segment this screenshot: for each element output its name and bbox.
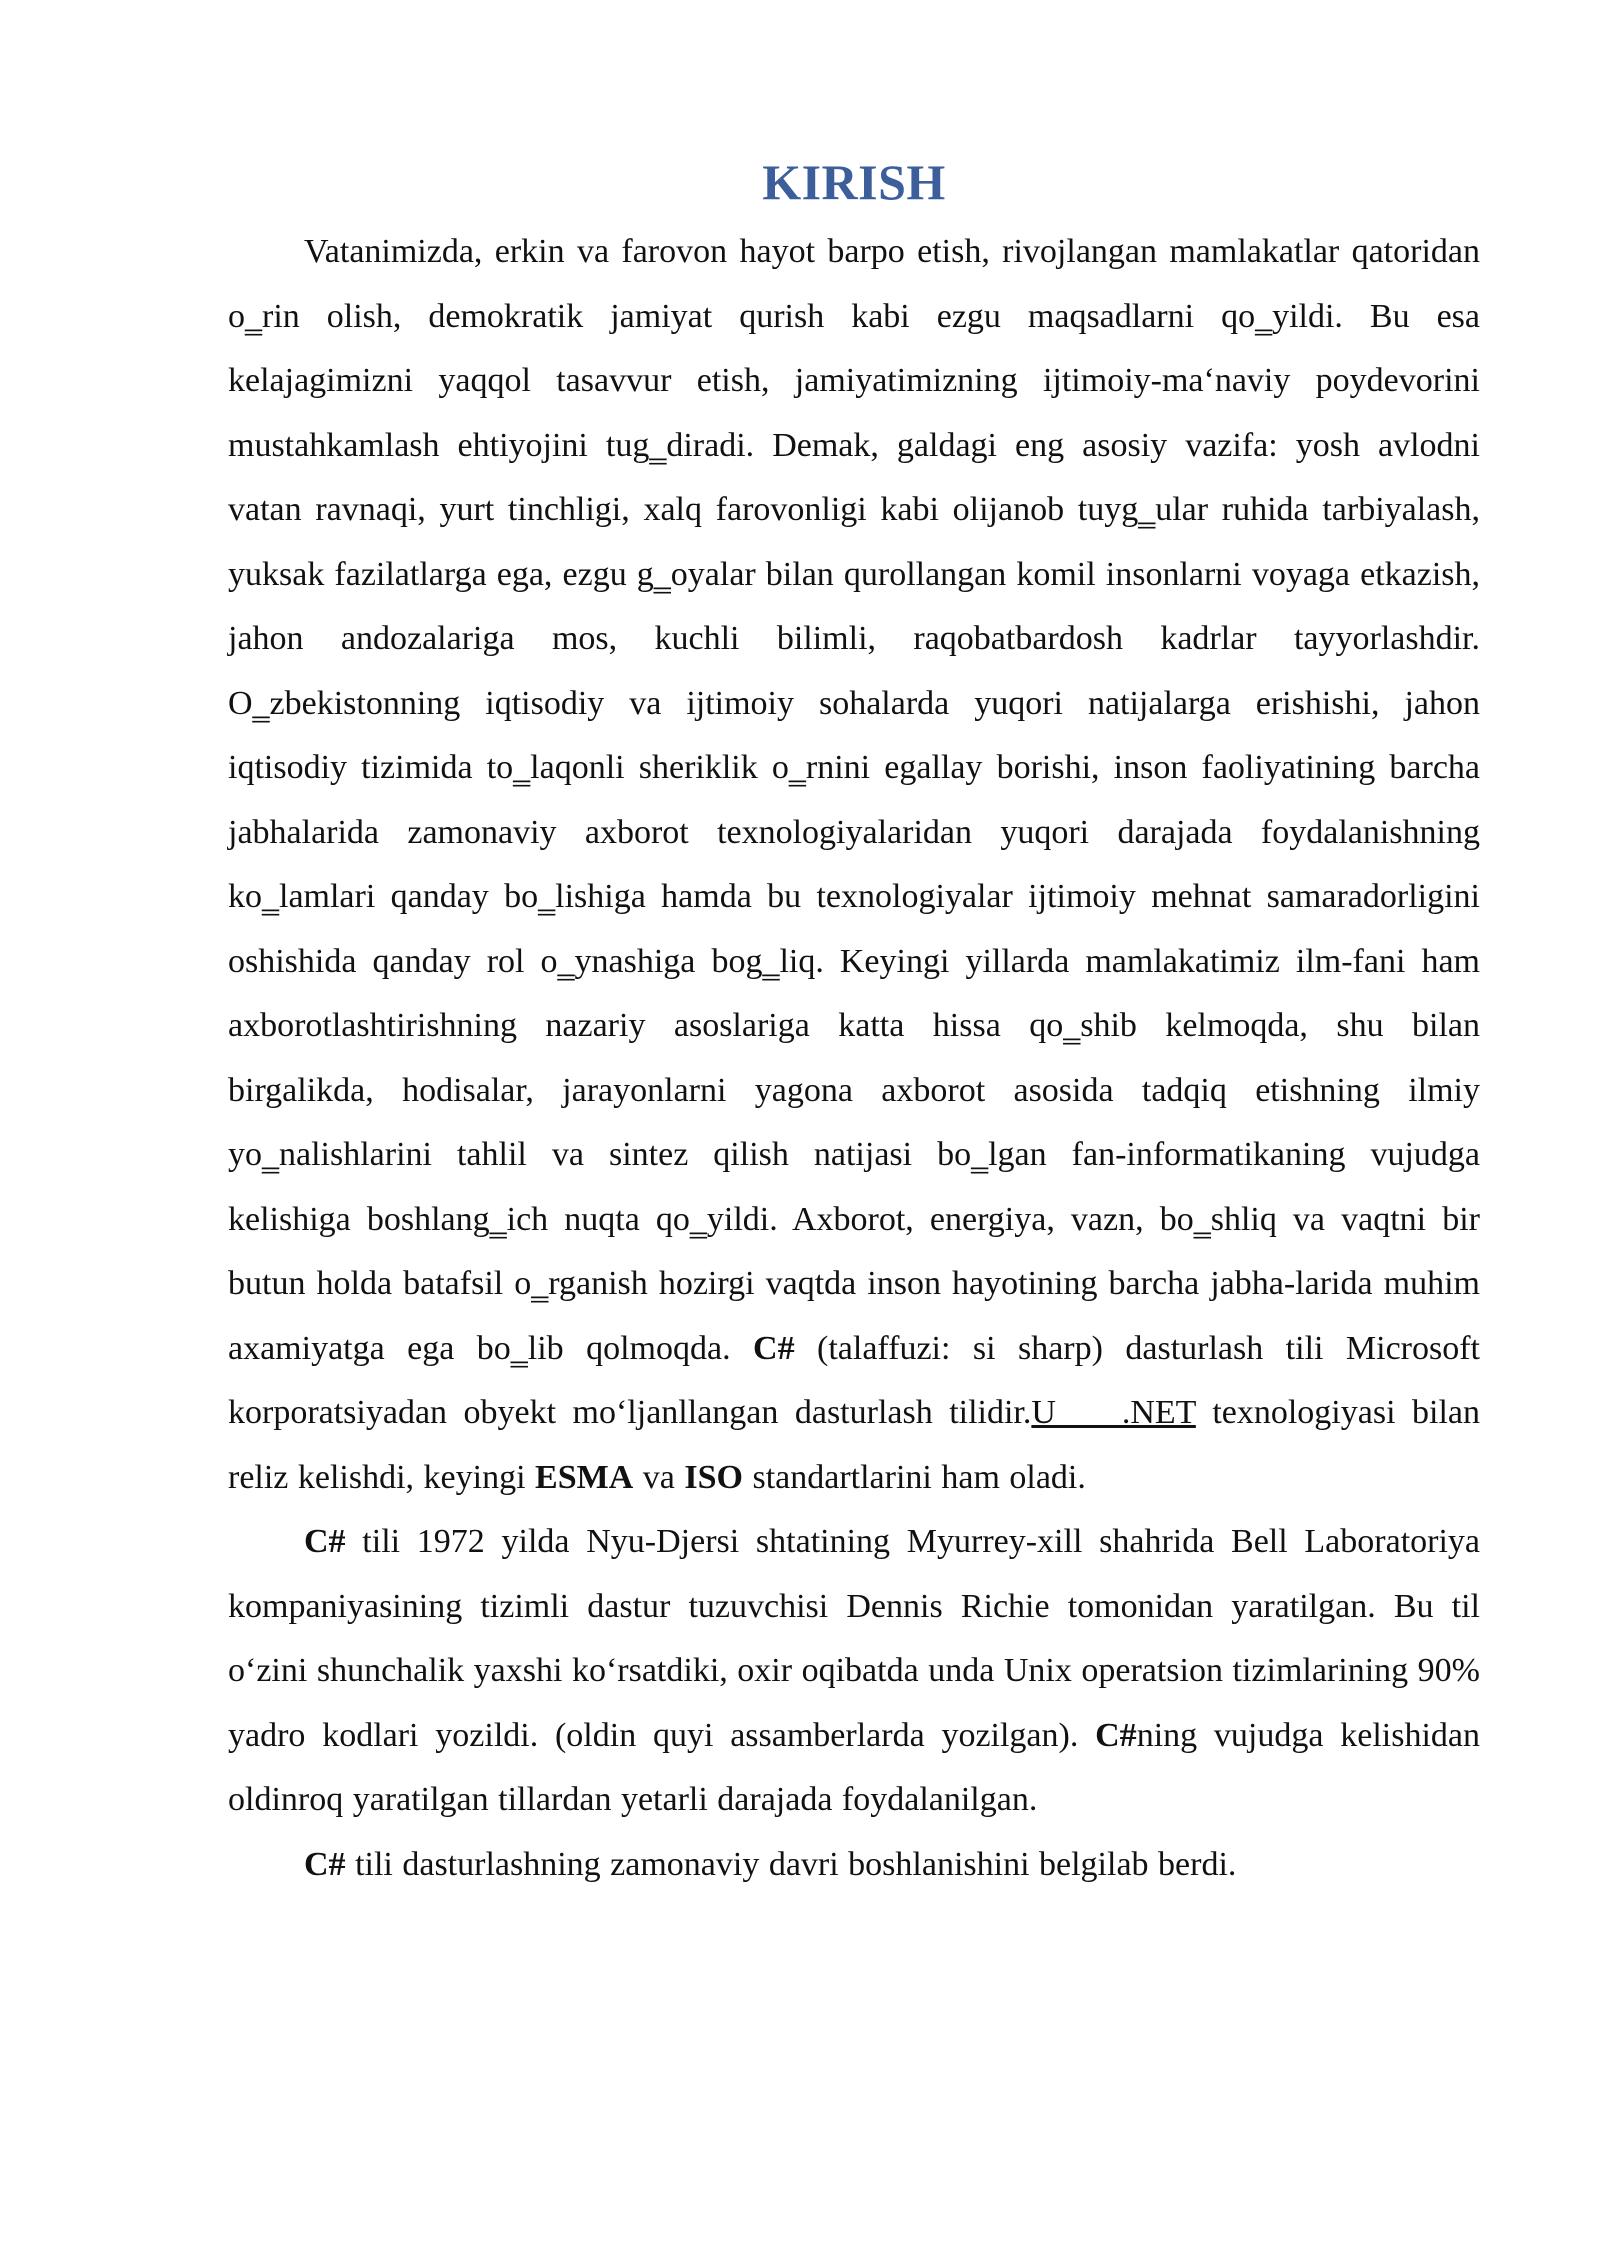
bold-term: C# bbox=[1095, 1716, 1137, 1754]
paragraph-text: ning vujudga kelishidan oldinroq yaratilgan tillardan yetarli darajada foydalanilgan. bbox=[228, 1716, 1480, 1818]
paragraph-text: (talaffuzi: si sharp) dasturlash tili Microsoft korporatsiyadan obyekt mo‘ljanllangan dasturlash tilidir. bbox=[228, 1329, 1480, 1431]
paragraph-text: Vatanimizda, erkin va farovon hayot barpo etish, rivojlangan mamlakatlar qatoridan o‗rin olish, demokratik jamiyat qurish kabi ezgu maqsadlarni qo‗yildi. Bu esa kelajagimizni yaqqol tasavvur etish, jamiyatimizning ijtimoiy-ma‘naviy poydevorini mustahkamlash ehtiyojini tug‗diradi. Demak, galdagi eng asosiy vazifa: yosh avlodni vatan ravnaqi, yurt tinchligi, xalq farovonligi kabi olijanob tuyg‗ular ruhida tarbiyalash, yuksak fazilatlarga ega, ezgu g‗oyalar bilan qurollangan komil insonlarni voyaga etkazish, jahon andozalariga mos, kuchli bilimli, raqobatbardosh kadrlar tayyorlashdir. O‗zbekistonning iqtisodiy va ijtimoiy sohalarda yuqori natijalarga erishishi, jahon iqtisodiy tizimida to‗laqonli sheriklik o‗rnini egallay borishi, inson faoliyatining barcha jabhalarida zamonaviy axborot texnologiyalaridan yuqori darajada foydalanishning ko‗lamlari qanday bo‗lishiga hamda bu texnologiyalar ijtimoiy mehnat samaradorligini oshishida qanday rol o‗ynashiga bog‗liq. Keyingi yillarda mamlakatimiz ilm-fani ham axborotlashtirishning nazariy asoslariga katta hissa qo‗shib kelmoqda, shu bilan birgalikda, hodisalar, jarayonlarni yagona axborot asosida tadqiq etishning ilmiy yo‗nalishlarini tahlil va sintez qilish natijasi bo‗lgan fan-informatikaning vujudga kelishiga boshlang‗ich nuqta qo‗yildi. Axborot, energiya, vazn, bo‗shliq va vaqtni bir butun holda batafsil o‗rganish hozirgi vaqtda inson hayotining barcha jabha-larida muhim axamiyatga ega bo‗lib qolmoqda. bbox=[228, 233, 1480, 1367]
paragraph-text: standartlarini ham oladi. bbox=[752, 1458, 1086, 1496]
bold-term: ISO bbox=[684, 1458, 743, 1496]
bold-term: C# bbox=[304, 1523, 346, 1560]
paragraph-text: va bbox=[642, 1458, 675, 1496]
document-page bbox=[228, 150, 1480, 1897]
paragraph-text: tili dasturlashning zamonaviy davri boshlanishini belgilab berdi. bbox=[355, 1845, 1237, 1883]
bold-term: ESMA bbox=[535, 1458, 634, 1496]
paragraph-conclusion bbox=[228, 1833, 1480, 1898]
paragraph-history bbox=[228, 1510, 1480, 1833]
paragraph-text: texnologiyasi bilan reliz kelishdi, keyingi bbox=[228, 1394, 1480, 1496]
dotnet-link[interactable]: U .NET bbox=[1031, 1394, 1196, 1431]
paragraph-intro bbox=[228, 220, 1480, 1510]
paragraph-text: tili 1972 yilda Nyu-Djersi shtatining Myurrey-xill shahrida Bell Laboratoriya kompaniyasining tizimli dastur tuzuvchisi Dennis Richie tomonidan yaratilgan. Bu til o‘zini shunchalik yaxshi ko‘rsatdiki, oxir oqibatda unda Unix operatsion tizimlarining 90% yadro kodlari yozildi. (oldin quyi assamberlarda yozilgan). bbox=[228, 1523, 1480, 1754]
bold-term: C# bbox=[304, 1845, 346, 1883]
page-title: KIRISH bbox=[762, 154, 946, 210]
bold-term: C# bbox=[753, 1329, 795, 1367]
